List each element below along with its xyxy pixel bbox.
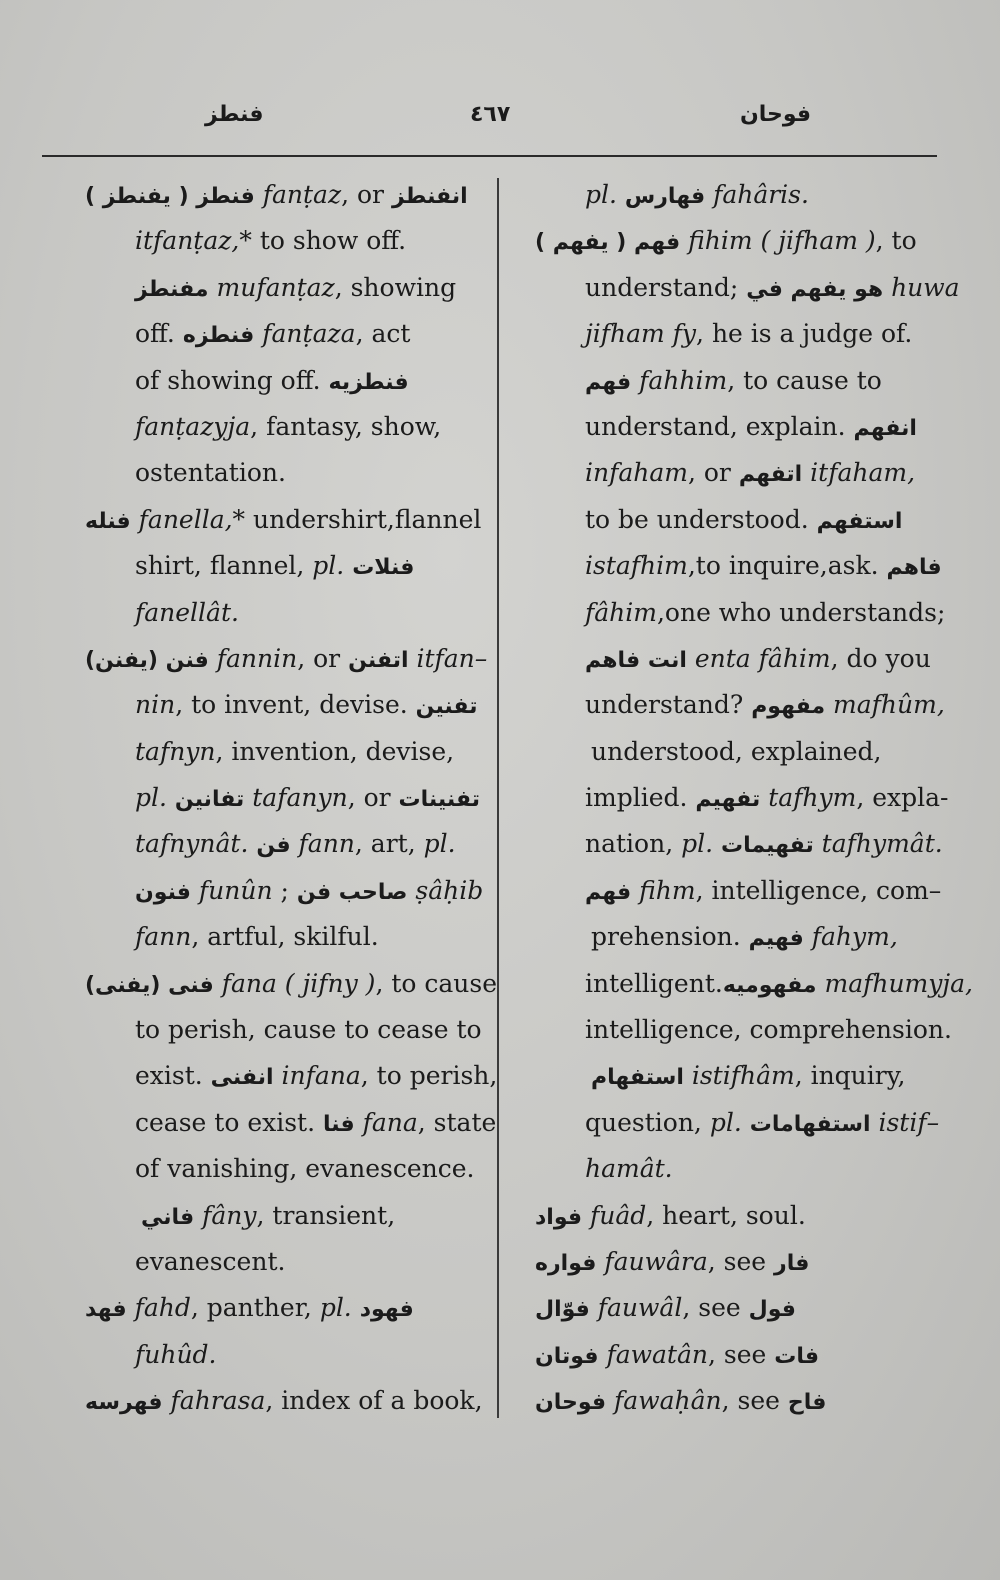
transliteration: fawaḥân bbox=[606, 1386, 722, 1416]
definition-text: ,one who understands; bbox=[656, 597, 946, 627]
definition-text: , showing bbox=[334, 272, 457, 302]
transliteration: fana bbox=[354, 1107, 418, 1137]
right-column-line bbox=[585, 1146, 935, 1192]
definition-text: , transient, bbox=[256, 1200, 396, 1230]
definition-text: prehension. bbox=[591, 922, 749, 952]
arabic-word: فهد bbox=[85, 1297, 127, 1323]
arabic-word: فنطزه bbox=[182, 323, 255, 349]
transliteration: infaham bbox=[585, 458, 688, 488]
left-headword: فنطز bbox=[205, 102, 264, 127]
definition-text: understand, explain. bbox=[585, 411, 854, 441]
definition-text: question, bbox=[585, 1107, 710, 1137]
definition-text: evanescent. bbox=[135, 1246, 286, 1276]
left-column-line bbox=[135, 1239, 485, 1285]
right-column-line bbox=[585, 636, 935, 682]
arabic-word: مفنطز bbox=[135, 276, 209, 302]
arabic-word: فنى (يفنى) bbox=[85, 972, 214, 998]
right-column-line bbox=[585, 358, 935, 404]
left-column-line bbox=[135, 543, 485, 589]
transliteration: fahhim bbox=[631, 365, 728, 395]
transliteration: istifhâm bbox=[683, 1061, 795, 1091]
right-column-line bbox=[585, 1053, 935, 1099]
left-column-line bbox=[135, 868, 485, 914]
right-column-line bbox=[585, 1100, 940, 1146]
transliteration: tafhym bbox=[760, 783, 857, 813]
definition-text: to perish, cause to cease to bbox=[135, 1015, 482, 1045]
arabic-word: فنن (يفنن) bbox=[85, 647, 209, 673]
right-column-line bbox=[585, 311, 935, 357]
definition-text: , he is a judge of. bbox=[696, 319, 913, 349]
transliteration: fanṭaz bbox=[254, 180, 342, 209]
definition-text: understood, explained, bbox=[591, 736, 882, 766]
transliteration: fannin bbox=[208, 643, 298, 673]
left-column-line bbox=[135, 450, 485, 496]
arabic-word: اتفهم bbox=[738, 462, 803, 488]
transliteration: mafhûm, bbox=[825, 690, 945, 720]
transliteration: itfan– bbox=[408, 643, 488, 673]
left-column-line bbox=[135, 404, 485, 450]
arabic-word: فهيم bbox=[748, 926, 804, 952]
left-column-line bbox=[135, 1332, 485, 1378]
arabic-word: فهم bbox=[585, 369, 632, 395]
left-column-line bbox=[135, 265, 485, 311]
definition-text: , panther, bbox=[190, 1293, 320, 1323]
definition-text: cease to exist. bbox=[135, 1107, 323, 1137]
definition-text bbox=[352, 1293, 360, 1322]
transliteration: fawatân bbox=[598, 1339, 708, 1369]
definition-text: , act bbox=[355, 319, 411, 349]
right-column bbox=[535, 172, 973, 1425]
definition-text: , state bbox=[417, 1107, 497, 1137]
arabic-word: استفهام bbox=[591, 1065, 684, 1091]
left-column-line bbox=[85, 1285, 485, 1331]
arabic-word: فنطزيه bbox=[328, 369, 409, 395]
arabic-word: فهرسه bbox=[85, 1390, 163, 1416]
transliteration: infana bbox=[273, 1061, 361, 1091]
definition-text: , expla- bbox=[856, 783, 949, 813]
arabic-word: انت فاهم bbox=[585, 647, 687, 673]
definition-text bbox=[713, 829, 721, 858]
arabic-word: تفنين bbox=[415, 694, 478, 720]
transliteration: fahâris. bbox=[705, 180, 809, 209]
definition-text: , to bbox=[875, 226, 917, 256]
left-column-line bbox=[135, 1053, 498, 1099]
definition-text: of showing off. bbox=[135, 365, 329, 395]
arabic-word: تفانين bbox=[174, 787, 245, 813]
right-column-line bbox=[585, 775, 949, 821]
definition-text: , index of a book, bbox=[265, 1386, 483, 1416]
definition-text: undershirt,flannel bbox=[245, 504, 482, 534]
arabic-word: فهارس bbox=[624, 184, 706, 209]
definition-text: intelligent. bbox=[585, 968, 723, 998]
definition-text: , see bbox=[707, 1246, 775, 1276]
arabic-word: فاني bbox=[141, 1204, 195, 1230]
arabic-word: هو يفهم في bbox=[746, 276, 884, 302]
transliteration: pl. bbox=[585, 180, 617, 209]
arabic-word: فول bbox=[748, 1297, 796, 1323]
arabic-word: انفنطز bbox=[391, 184, 468, 209]
right-column-line bbox=[535, 1285, 935, 1331]
definition-text: ,to inquire,ask. bbox=[687, 551, 887, 581]
transliteration: itfanṭaz,* bbox=[135, 226, 252, 256]
left-column-line bbox=[135, 729, 485, 775]
left-column-line bbox=[135, 311, 485, 357]
arabic-word: فهود bbox=[359, 1297, 414, 1323]
left-column-line bbox=[135, 1146, 485, 1192]
transliteration: pl. bbox=[319, 1293, 352, 1323]
definition-text: , see bbox=[682, 1293, 749, 1323]
transliteration: pl. bbox=[423, 829, 456, 859]
transliteration: fahrasa bbox=[162, 1386, 266, 1416]
left-column-line bbox=[85, 1378, 485, 1424]
right-column-line bbox=[585, 450, 935, 496]
definition-text: , to perish, bbox=[360, 1061, 498, 1091]
transliteration: enta fâhim bbox=[686, 643, 831, 673]
transliteration: fann bbox=[290, 829, 355, 859]
right-headword: فوحان bbox=[740, 102, 812, 127]
definition-text: to show off. bbox=[251, 226, 407, 256]
definition-text: understand? bbox=[585, 690, 752, 720]
definition-text: exist. bbox=[135, 1061, 211, 1091]
transliteration: pl. bbox=[681, 829, 714, 859]
right-column-line bbox=[585, 265, 960, 311]
left-column bbox=[85, 172, 498, 1425]
right-column-line bbox=[535, 1239, 935, 1285]
definition-text: to be understood. bbox=[585, 504, 817, 534]
arabic-word: فواد bbox=[535, 1204, 583, 1230]
transliteration: mafhumyja, bbox=[816, 968, 973, 998]
left-column-line bbox=[85, 961, 498, 1007]
transliteration: fanṭaza bbox=[254, 319, 356, 349]
arabic-word: استفهامات bbox=[749, 1111, 871, 1137]
definition-text: , do you bbox=[830, 643, 931, 673]
right-column-line bbox=[585, 868, 942, 914]
definition-text bbox=[167, 783, 175, 812]
arabic-word: فار bbox=[774, 1250, 810, 1276]
transliteration: fâny bbox=[194, 1200, 257, 1230]
definition-text: , heart, soul. bbox=[646, 1200, 806, 1230]
transliteration: fihim ( jifham ) bbox=[680, 226, 876, 256]
transliteration: funûn bbox=[190, 875, 273, 905]
right-column-line bbox=[585, 543, 942, 589]
transliteration: fâhim bbox=[585, 597, 657, 627]
right-column-line bbox=[585, 729, 935, 775]
definition-text: of vanishing, evanescence. bbox=[135, 1154, 475, 1184]
transliteration: pl. bbox=[312, 551, 345, 581]
definition-text bbox=[344, 551, 352, 580]
transliteration: nin bbox=[135, 690, 176, 720]
arabic-word: فن bbox=[256, 833, 291, 859]
transliteration: tafanyn bbox=[244, 783, 348, 813]
arabic-word: فنا bbox=[322, 1111, 355, 1137]
left-column-line bbox=[135, 1007, 485, 1053]
arabic-word: فهم bbox=[585, 879, 632, 905]
header-rule bbox=[42, 155, 937, 157]
transliteration: ṣâḥib bbox=[407, 875, 484, 905]
transliteration: hamât. bbox=[585, 1154, 673, 1184]
definition-text: implied. bbox=[585, 783, 696, 813]
definition-text: , invention, devise, bbox=[215, 736, 455, 766]
definition-text: , or bbox=[347, 783, 399, 813]
definition-text: , intelligence, com– bbox=[695, 875, 942, 905]
transliteration: tafnyn bbox=[135, 736, 216, 766]
arabic-word: فاهم bbox=[886, 555, 942, 581]
right-column-line bbox=[585, 914, 935, 960]
definition-text: off. bbox=[135, 319, 183, 349]
right-column-line bbox=[585, 172, 935, 218]
transliteration: fann bbox=[135, 922, 192, 952]
left-column-line bbox=[85, 172, 485, 218]
transliteration: pl. bbox=[135, 783, 167, 813]
definition-text: , see bbox=[721, 1386, 788, 1416]
transliteration: fauwâra bbox=[596, 1246, 708, 1276]
right-column-line bbox=[585, 590, 946, 636]
transliteration: fuhûd. bbox=[135, 1339, 217, 1369]
left-column-line bbox=[85, 497, 485, 543]
left-column-line bbox=[135, 218, 485, 264]
definition-text: , to cause to bbox=[727, 365, 882, 395]
right-column-line bbox=[535, 1378, 935, 1424]
arabic-word: انفنى bbox=[210, 1065, 274, 1091]
definition-text: , to cause bbox=[375, 968, 498, 998]
arabic-word: مفهوميه bbox=[722, 972, 817, 998]
transliteration: jifham fy bbox=[585, 319, 697, 349]
arabic-word: فنطز ( يفنطز ) bbox=[85, 184, 255, 209]
transliteration: istif– bbox=[870, 1107, 940, 1137]
arabic-word: تفهيم bbox=[695, 787, 761, 813]
transliteration: tafhymât. bbox=[813, 829, 943, 859]
definition-text: shirt, flannel, bbox=[135, 551, 313, 581]
transliteration: fahym, bbox=[803, 922, 898, 952]
arabic-word: فنلات bbox=[352, 555, 415, 581]
arabic-word: فاح bbox=[787, 1390, 827, 1416]
transliteration: fana ( jifny ) bbox=[213, 968, 376, 998]
definition-text: ; bbox=[272, 875, 297, 905]
left-column-line bbox=[135, 1193, 485, 1239]
left-column-line bbox=[135, 682, 485, 728]
arabic-word: صاحب فن bbox=[296, 879, 408, 905]
arabic-word: مفهوم bbox=[751, 694, 826, 720]
page-number: ٤٦٧ bbox=[470, 102, 511, 127]
page-header bbox=[0, 95, 1000, 145]
right-column-line bbox=[585, 404, 935, 450]
left-column-line bbox=[135, 358, 485, 404]
transliteration: tafnynât. bbox=[135, 829, 249, 859]
right-column-line bbox=[585, 682, 945, 728]
arabic-word: استفهم bbox=[816, 508, 903, 534]
arabic-word: فوّال bbox=[535, 1297, 590, 1323]
transliteration: fanellât. bbox=[135, 597, 239, 627]
right-column-line bbox=[585, 821, 943, 867]
definition-text bbox=[617, 180, 625, 209]
arabic-word: تفنينات bbox=[398, 787, 480, 813]
definition-text: understand; bbox=[585, 272, 747, 302]
definition-text: , or bbox=[297, 643, 349, 673]
definition-text: nation, bbox=[585, 829, 682, 859]
left-column-line bbox=[135, 775, 485, 821]
definition-text: ostentation. bbox=[135, 458, 286, 488]
definition-text: , or bbox=[341, 180, 392, 209]
arabic-word: فوتان bbox=[535, 1343, 599, 1369]
right-column-line bbox=[585, 961, 973, 1007]
left-column-line bbox=[135, 914, 485, 960]
arabic-word: فوحان bbox=[535, 1390, 607, 1416]
arabic-word: فنون bbox=[135, 879, 191, 905]
left-column-line bbox=[135, 821, 485, 867]
transliteration: fanella,* bbox=[130, 504, 246, 534]
transliteration: fihm bbox=[631, 875, 696, 905]
arabic-word: فواره bbox=[535, 1250, 597, 1276]
transliteration: fauwâl bbox=[589, 1293, 683, 1323]
definition-text: , fantasy, show, bbox=[250, 411, 442, 441]
transliteration: istafhim bbox=[585, 551, 688, 581]
arabic-word: فات bbox=[774, 1343, 820, 1369]
right-column-line bbox=[585, 1007, 952, 1053]
definition-text bbox=[742, 1108, 750, 1137]
right-column-line bbox=[535, 1332, 935, 1378]
arabic-word: فنله bbox=[85, 508, 131, 534]
left-column-line bbox=[135, 590, 485, 636]
transliteration: fanṭazyja bbox=[135, 411, 251, 441]
arabic-word: اتفنن bbox=[348, 647, 409, 673]
definition-text: , inquiry, bbox=[794, 1061, 906, 1091]
left-column-line bbox=[135, 1100, 497, 1146]
transliteration: huwa bbox=[883, 272, 960, 302]
transliteration: fuâd bbox=[582, 1200, 647, 1230]
transliteration: pl. bbox=[709, 1107, 742, 1137]
definition-text: intelligence, comprehension. bbox=[585, 1015, 952, 1045]
column-divider bbox=[497, 178, 499, 1418]
right-column-line bbox=[535, 1193, 935, 1239]
right-column-line bbox=[535, 218, 935, 264]
left-column-line bbox=[85, 636, 488, 682]
arabic-word: تفهيمات bbox=[721, 833, 814, 859]
transliteration: fahd bbox=[126, 1293, 191, 1323]
transliteration: mufanṭaz bbox=[208, 272, 335, 302]
right-column-line bbox=[585, 497, 935, 543]
definition-text: , artful, skilful. bbox=[191, 922, 379, 952]
arabic-word: فهم ( يفهم ) bbox=[535, 230, 681, 256]
definition-text: , or bbox=[687, 458, 739, 488]
definition-text: , see bbox=[707, 1339, 775, 1369]
definition-text: , to invent, devise. bbox=[175, 690, 416, 720]
arabic-word: انفهم bbox=[853, 415, 917, 441]
transliteration: itfaham, bbox=[802, 458, 916, 488]
definition-text: , art, bbox=[354, 829, 424, 859]
